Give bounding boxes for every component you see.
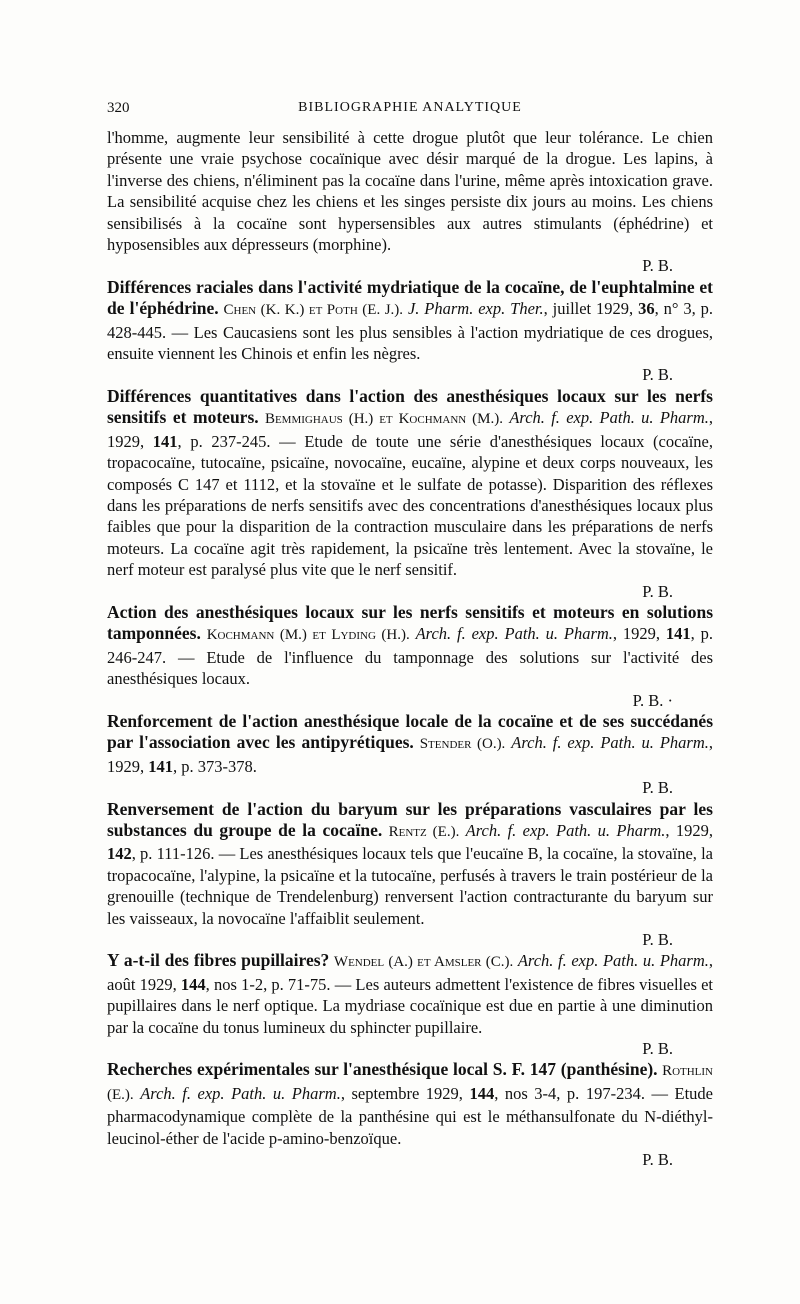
running-head: BIBLIOGRAPHIE ANALYTIQUE <box>298 100 522 115</box>
entry-abstract: — Etude de l'influence du tamponnage des solutions sur l'activité des anesthésiques locaux. <box>107 647 713 689</box>
entry-date: , septembre 1929, <box>340 1083 470 1103</box>
entry-volume: 141 <box>665 624 691 644</box>
entry-pages: , n° 3, p. 428-445. <box>107 299 713 342</box>
entry-date: , 1929, <box>107 408 714 451</box>
entry-date: , juillet 1929, <box>543 299 639 319</box>
signature: P. B. <box>642 581 673 601</box>
bibliography-entries <box>107 277 713 1171</box>
intro-text: l'homme, augmente leur sensibilité à cette drogue plutôt que leur tolérance. Le chien présente une vraie psychose cocaïnique avec désir marqué de la drogue. Les lapins, à l'inverse des chiens, n'éliminent pas la cocaïne dans l'urine, même après intoxication grave. La sensibilité acquise chez les chiens et les singes persiste dix jours au moins. Les chiens sensibilisés à la cocaïne sont hypersensibles aux autres stimulants (éphédrine) et hyposensibles aux dépresseurs (morphine). <box>107 128 713 255</box>
bibliography-entry <box>107 386 713 602</box>
entry-authors: Kochmann (M.) et Lyding (H.). <box>206 627 410 644</box>
signature: P. B. <box>642 1039 673 1059</box>
entry-date: , 1929, <box>665 821 713 840</box>
signature: P. B. <box>642 1150 673 1170</box>
entry-title: Action des anesthésiques locaux sur les nerfs sensitifs et moteurs en solutions tamponnées. <box>107 601 713 644</box>
entry-authors: Stender (O.). <box>419 736 506 753</box>
entry-authors: Rothlin (E.). <box>107 1063 714 1103</box>
entry-date: , 1929, <box>107 733 713 776</box>
entry-authors: Rentz (E.). <box>388 824 460 840</box>
entry-authors: Bemmighaus (H.) et Kochmann (M.). <box>264 411 504 428</box>
entry-journal: Arch. f. exp. Path. u. Pharm. <box>511 733 709 753</box>
entry-title: Différences quantitatives dans l'action des anesthésiques locaux sur les nerfs sensitifs et moteurs. <box>107 385 713 428</box>
page-number: 320 <box>107 100 130 116</box>
entry-date: , 1929, <box>612 624 666 644</box>
entry-pages: , p. 246-247. <box>107 624 713 667</box>
entry-pages: , nos 1-2, p. 71-75. <box>205 974 331 994</box>
entry-journal: Arch. f. exp. Path. u. Pharm. <box>509 408 709 428</box>
entry-authors: Wendel (A.) et Amsler (C.). <box>333 954 514 971</box>
entry-volume: 142 <box>107 844 132 864</box>
signature: P. B. <box>642 930 673 950</box>
entry-abstract: — Les Caucasiens sont les plus sensibles à l'action mydriatique de ces drogues, ensuite viennent les Chinois et enfin les nègres. <box>107 322 713 364</box>
signature: P. B. <box>642 256 673 276</box>
entry-pages: , nos 3-4, p. 197-234. <box>494 1083 645 1103</box>
entry-title: Différences raciales dans l'activité mydriatique de la cocaïne, de l'euphtalmine et de l'éphédrine. <box>107 276 713 319</box>
bibliography-entry <box>107 799 713 951</box>
entry-volume: 144 <box>469 1083 495 1103</box>
bibliography-entry <box>107 1059 713 1170</box>
bibliography-entry <box>107 950 713 1059</box>
bibliography-entry <box>107 711 713 799</box>
entry-journal: Arch. f. exp. Path. u. Pharm. <box>415 624 613 644</box>
entry-title: Y a-t-il des fibres pupillaires? <box>107 950 330 971</box>
entry-volume: 36 <box>638 299 655 319</box>
entry-title: Recherches expérimentales sur l'anesthésique local S. F. 147 (panthésine). <box>107 1059 658 1080</box>
entry-abstract: — Etude pharmacodynamique complète de la panthésine qui est le méthansulfonate du N-diéthyl-leucinol-éther de l'acide p-amino-benzoïque. <box>107 1083 713 1148</box>
entry-title: Renforcement de l'action anesthésique locale de la cocaïne et de ses succédanés par l'association avec les antipyrétiques. <box>107 710 713 753</box>
entry-journal: Arch. f. exp. Path. u. Pharm. <box>465 821 666 840</box>
entry-volume: 141 <box>148 756 173 776</box>
entry-journal: Arch. f. exp. Path. u. Pharm. <box>140 1083 341 1103</box>
entry-journal: J. Pharm. exp. Ther. <box>407 299 544 319</box>
entry-volume: 144 <box>180 974 206 994</box>
entry-pages: , p. 373-378. <box>173 756 257 776</box>
entry-journal: Arch. f. exp. Path. u. Pharm. <box>517 951 709 971</box>
entry-pages: , p. 237-245. <box>177 431 271 451</box>
entry-authors: Chen (K. K.) et Poth (E. J.). <box>223 302 404 319</box>
page-body <box>107 127 713 1171</box>
signature: P. B. <box>642 778 673 798</box>
signature: P. B. <box>642 365 673 385</box>
bibliography-entry <box>107 602 713 711</box>
entry-abstract: — Etude de toute une série d'anesthésiques locaux (cocaïne, tropacocaïne, tutocaïne, psicaïne, novocaïne, eucaïne, alypine et deux corps nouveaux, les composés C 147 et 1112, et la stovaïne et le sulfate de potasse). Disparition des réflexes dans les préparations de nerfs sensitifs avec des concentrations d'anesthésiques locaux plus faibles que pour la disparition de la contraction musculaire dans les préparations de nerfs moteurs. La cocaïne agit très rapidement, la psicaïne très lentement. Avec la stovaïne, le nerf moteur est paralysé plus vite que le nerf sensitif. <box>107 431 714 580</box>
entry-title: Renversement de l'action du baryum sur les préparations vasculaires par les substances du groupe de la cocaïne. <box>107 798 713 840</box>
intro-paragraph <box>107 127 713 277</box>
entry-date: , août 1929, <box>107 951 714 994</box>
signature: P. B. · <box>632 690 673 710</box>
entry-volume: 141 <box>152 431 178 451</box>
entry-abstract: — Les anesthésiques locaux tels que l'eucaïne B, la cocaïne, la stovaïne, la tropacocaïne, l'alypine, la psicaïne et la tutocaïne, perfusés à travers le train postérieur de la grenouille (technique de Trendelenburg) renversent l'action contracturante du baryum sur les vaisseaux, la novocaïne l'affaiblit seulement. <box>107 844 714 928</box>
entry-pages: , p. 111-126. <box>131 844 215 864</box>
bibliography-entry <box>107 277 713 386</box>
entry-abstract: — Les auteurs admettent l'existence de fibres visuelles et pupillaires dans le nerf optique. La mydriase cocaïnique est due en partie à une diminution par la cocaïne du tonus lumineux du sphincter pupillaire. <box>107 974 713 1037</box>
page-header <box>107 100 713 122</box>
